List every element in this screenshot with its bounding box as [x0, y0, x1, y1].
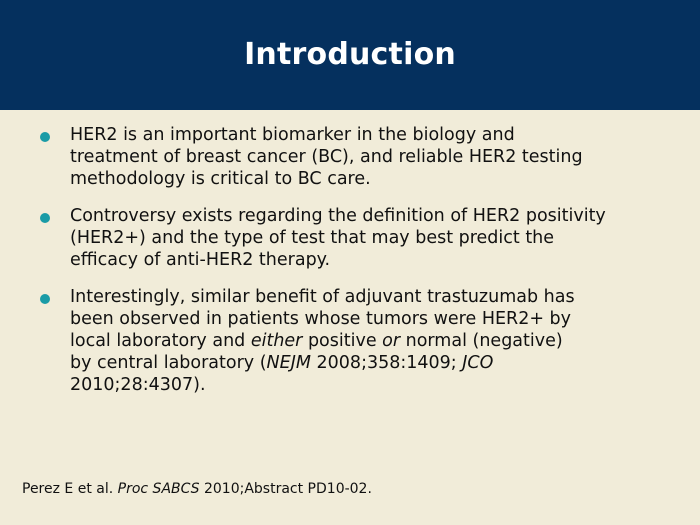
bullet-list: [0, 124, 700, 411]
citation: Perez E et al. Proc SABCS 2010;Abstract PD10-02.: [22, 481, 372, 497]
bullet-item-2: [0, 205, 700, 271]
bullet-dot-icon: [40, 213, 50, 223]
slide-title: Introduction: [244, 36, 456, 72]
bullet-item-1: [0, 124, 700, 190]
bullet-text: Controversy exists regarding the definition of HER2 positivity (HER2+) and the type of test that may best predict the efficacy of anti-HER2 therapy.: [70, 206, 606, 270]
bullet-text: HER2 is an important biomarker in the biology and treatment of breast cancer (BC), and reliable HER2 testing methodology is critical to BC care.: [70, 125, 583, 189]
bullet-text: Interestingly, similar benefit of adjuvant trastuzumab has been observed in patients whose tumors were HER2+ by local laboratory and either positive or normal (negative) by central laboratory (NEJM 2008;358:1409; JCO 2010;28:4307).: [70, 287, 575, 395]
bullet-dot-icon: [40, 294, 50, 304]
title-bar: [0, 0, 700, 110]
bullet-dot-icon: [40, 132, 50, 142]
bullet-item-3: [0, 286, 700, 396]
